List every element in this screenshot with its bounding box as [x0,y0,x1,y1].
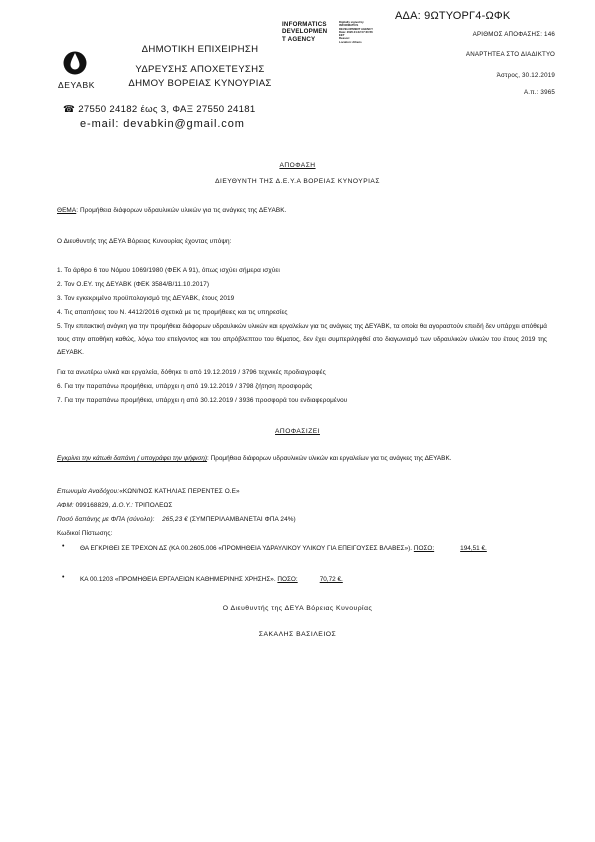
signature-detail: Location: Athens [339,40,362,44]
consideration-item: 2. Τον Ο.ΕΥ. της ΔΕΥΑΒΚ (ΦΕΚ 3584/Β/11.10.2017) [57,281,210,288]
consideration-item: 3. Τον εγκεκριμένο προϋπολογισμό της ΔΕΥΑΒΚ, έτους 2019 [57,295,235,302]
document-title: ΑΠΟΦΑΣΗ [279,162,316,169]
tax-line [57,502,172,509]
protocol-number: Α.π.: 3965 [523,89,555,96]
amount-value: 70,72 €. [319,576,343,583]
consideration-item: Για τα ανωτέρω υλικά και εργαλεία, δόθηκε τι από 19.12.2019 / 3796 τεχνικές προδιαγραφές [57,369,326,376]
approval-text: : Προμήθεια διάφορων υδραυλικών υλικών και εργαλείων για τις ανάγκες της ΔΕΥΑΒΚ. [207,455,452,462]
bullet-icon: • [62,574,65,581]
subject-line [57,207,286,214]
amount-label: ΠΟΣΟ: [413,545,435,552]
signature-org-line: INFORMATICS [282,21,327,28]
document-date: Άστρος, 30.12.2019 [496,72,555,79]
contractor-line [57,488,240,495]
cost-line [57,516,296,523]
signature-detail: INFORMATICS [339,24,359,28]
consideration-item: 7. Για την παραπάνω προμήθεια, υπάρχει η από 30.12.2019 / 3936 προσφορά του ενδιαφερομένου [57,397,348,404]
signature-name: ΣΑΚΑΛΗΣ ΒΑΣΙΛΕΙΟΣ [258,631,337,638]
credit-code-item [80,542,550,555]
subject-label: ΘΕΜΑ [57,207,77,214]
codes-label: Κωδικοί Πίστωσης: [57,530,113,537]
cost-note: (ΣΥΜΠΕΡΙΛΑΜΒΑΝΕΤΑΙ ΦΠΑ 24%) [189,516,296,523]
signature-org [282,21,327,43]
logo-label: ΔΕΥΑΒΚ [58,80,95,90]
signature-org-line: T AGENCY [282,35,316,43]
signature-detail: DEVELOPMENT AGENCY [339,27,373,31]
afm-value: 099168829, [75,502,111,509]
afm-label: ΑΦΜ: [57,502,74,509]
doy-label: Δ.Ο.Υ.: [112,502,134,509]
consideration-item: 4. Τις απαιτήσεις του Ν. 4412/2016 σχετικά με τις προμήθειες και τις υπηρεσίες [57,309,288,316]
doy-value: ΤΡΙΠΟΛΕΩΣ [134,502,173,509]
intro-line: Ο Διευθυντής της ΔΕΥΑ Βόρειας Κυνουρίας έχοντας υπόψη: [57,238,232,245]
org-name-line: ΔΗΜΟΤΙΚΗ ΕΠΙΧΕΙΡΗΣΗ [141,44,259,55]
credit-code-text: ΘΑ ΕΓΚΡΙΘΕΙ ΣΕ ΤΡΕΧΟΝ ΔΣ (ΚΑ 00.2605.006 «ΠΡΟΜΗΘΕΙΑ ΥΔΡΑΥΛΙΚΟΥ ΥΛΙΚΟΥ ΓΙΑ ΕΠΕΙΓΟΥΣΕΣ ΒΛΑΒΕΣ»). [80,545,413,552]
digital-signature-details [339,21,385,44]
consideration-item: 6. Για την παραπάνω προμήθεια, υπάρχει η από 19.12.2019 / 3798 ζήτηση προσφοράς [57,383,313,390]
amount-value: 194,51 €. [460,545,487,552]
org-name-line: ΔΗΜΟΥ ΒΟΡΕΙΑΣ ΚΥΝΟΥΡΙΑΣ [128,78,272,89]
subject-text: : Προμήθεια διάφορων υδραυλικών υλικών για τις ανάγκες της ΔΕΥΑΒΚ. [76,207,287,214]
contact-email: e-mail: devabkin@gmail.com [80,118,245,130]
decisions-title: ΑΠΟΦΑΣΙΖΕΙ [275,428,320,435]
consideration-item: 5. Την επιτακτική ανάγκη για την προμήθεια διάφορων υδραυλικών υλικών και εργαλείων για τις ανάγκες της ΔΕΥΑΒΚ, τα οποία θα αγοραστούν επειδή δεν υπάρχει απόθεμά τους στην αποθήκη καθώς, λόγω του επείγοντος και του απρόβλεπτου του θέματος, δεν έχει συμπεριληφθεί στο διαγωνισμό των υδραυλικών υλικών του έτους 2019 της ΔΕΥΑΒΚ. [57,323,547,356]
contractor-label: Επωνυμία Αναδόχου: [57,488,120,495]
signature-role: Ο Διευθυντής της ΔΕΥΑ Βόρειας Κυνουρίας [222,605,373,612]
signature-detail: Date: 2020.01.02 07:30:56 [339,30,373,34]
signature-detail: Digitally signed by [339,21,364,24]
signature-detail: EET [339,34,345,38]
org-name-line: ΥΔΡΕΥΣΗΣ ΑΠΟΧΕΤΕΥΣΗΣ [135,64,265,75]
posting-status: ΑΝΑΡΤΗΤΕΑ ΣΤΟ ΔΙΑΔΙΚΤΥΟ [465,51,555,58]
credit-code-text: ΚΑ 00.1203 «ΠΡΟΜΗΘΕΙΑ ΕΡΓΑΛΕΙΩΝ ΚΑΘΗΜΕΡΙΝΗΣ ΧΡΗΣΗΣ». [80,576,276,583]
bullet-icon: • [62,543,65,550]
consideration-item: 1. Το άρθρο 6 του Νόμου 1069/1980 (ΦΕΚ Α 91), όπως ισχύει σήμερα ισχύει [57,267,280,274]
amount-label: ΠΟΣΟ: [277,576,298,583]
approval-label: Εγκρίνει την κάτωθι δαπάνη ( υπογράφει την ψήφιση) [57,455,208,462]
decision-number: ΑΡΙΘΜΟΣ ΑΠΟΦΑΣΗΣ: 146 [472,31,555,38]
contact-phone-fax: ☎ 27550 24182 έως 3, ΦΑΞ 27550 24181 [63,104,256,115]
approval-paragraph [57,452,547,465]
cost-value: 265,23 € [162,516,188,523]
contractor-value: «ΚΩΝ/ΝΟΣ ΚΑΤΗΛΙΑΣ ΠΕΡΕΝΤΕΣ Ο.Ε» [119,488,240,495]
cost-label: Ποσό δαπάνης με ΦΠΑ (σύνολο): [57,516,155,523]
signature-detail: Reason: [339,37,351,41]
credit-code-item [80,573,550,586]
document-subtitle: ΔΙΕΥΘΥΝΤΗ ΤΗΣ Δ.Ε.Υ.Α ΒΟΡΕΙΑΣ ΚΥΝΟΥΡΙΑΣ [215,178,380,185]
ada-code: ΑΔΑ: 9ΩΤΥΟΡΓ4-ΩΦΚ [395,10,511,22]
signature-org-line: DEVELOPMEN [282,28,328,36]
water-drop-logo-icon [63,47,87,77]
